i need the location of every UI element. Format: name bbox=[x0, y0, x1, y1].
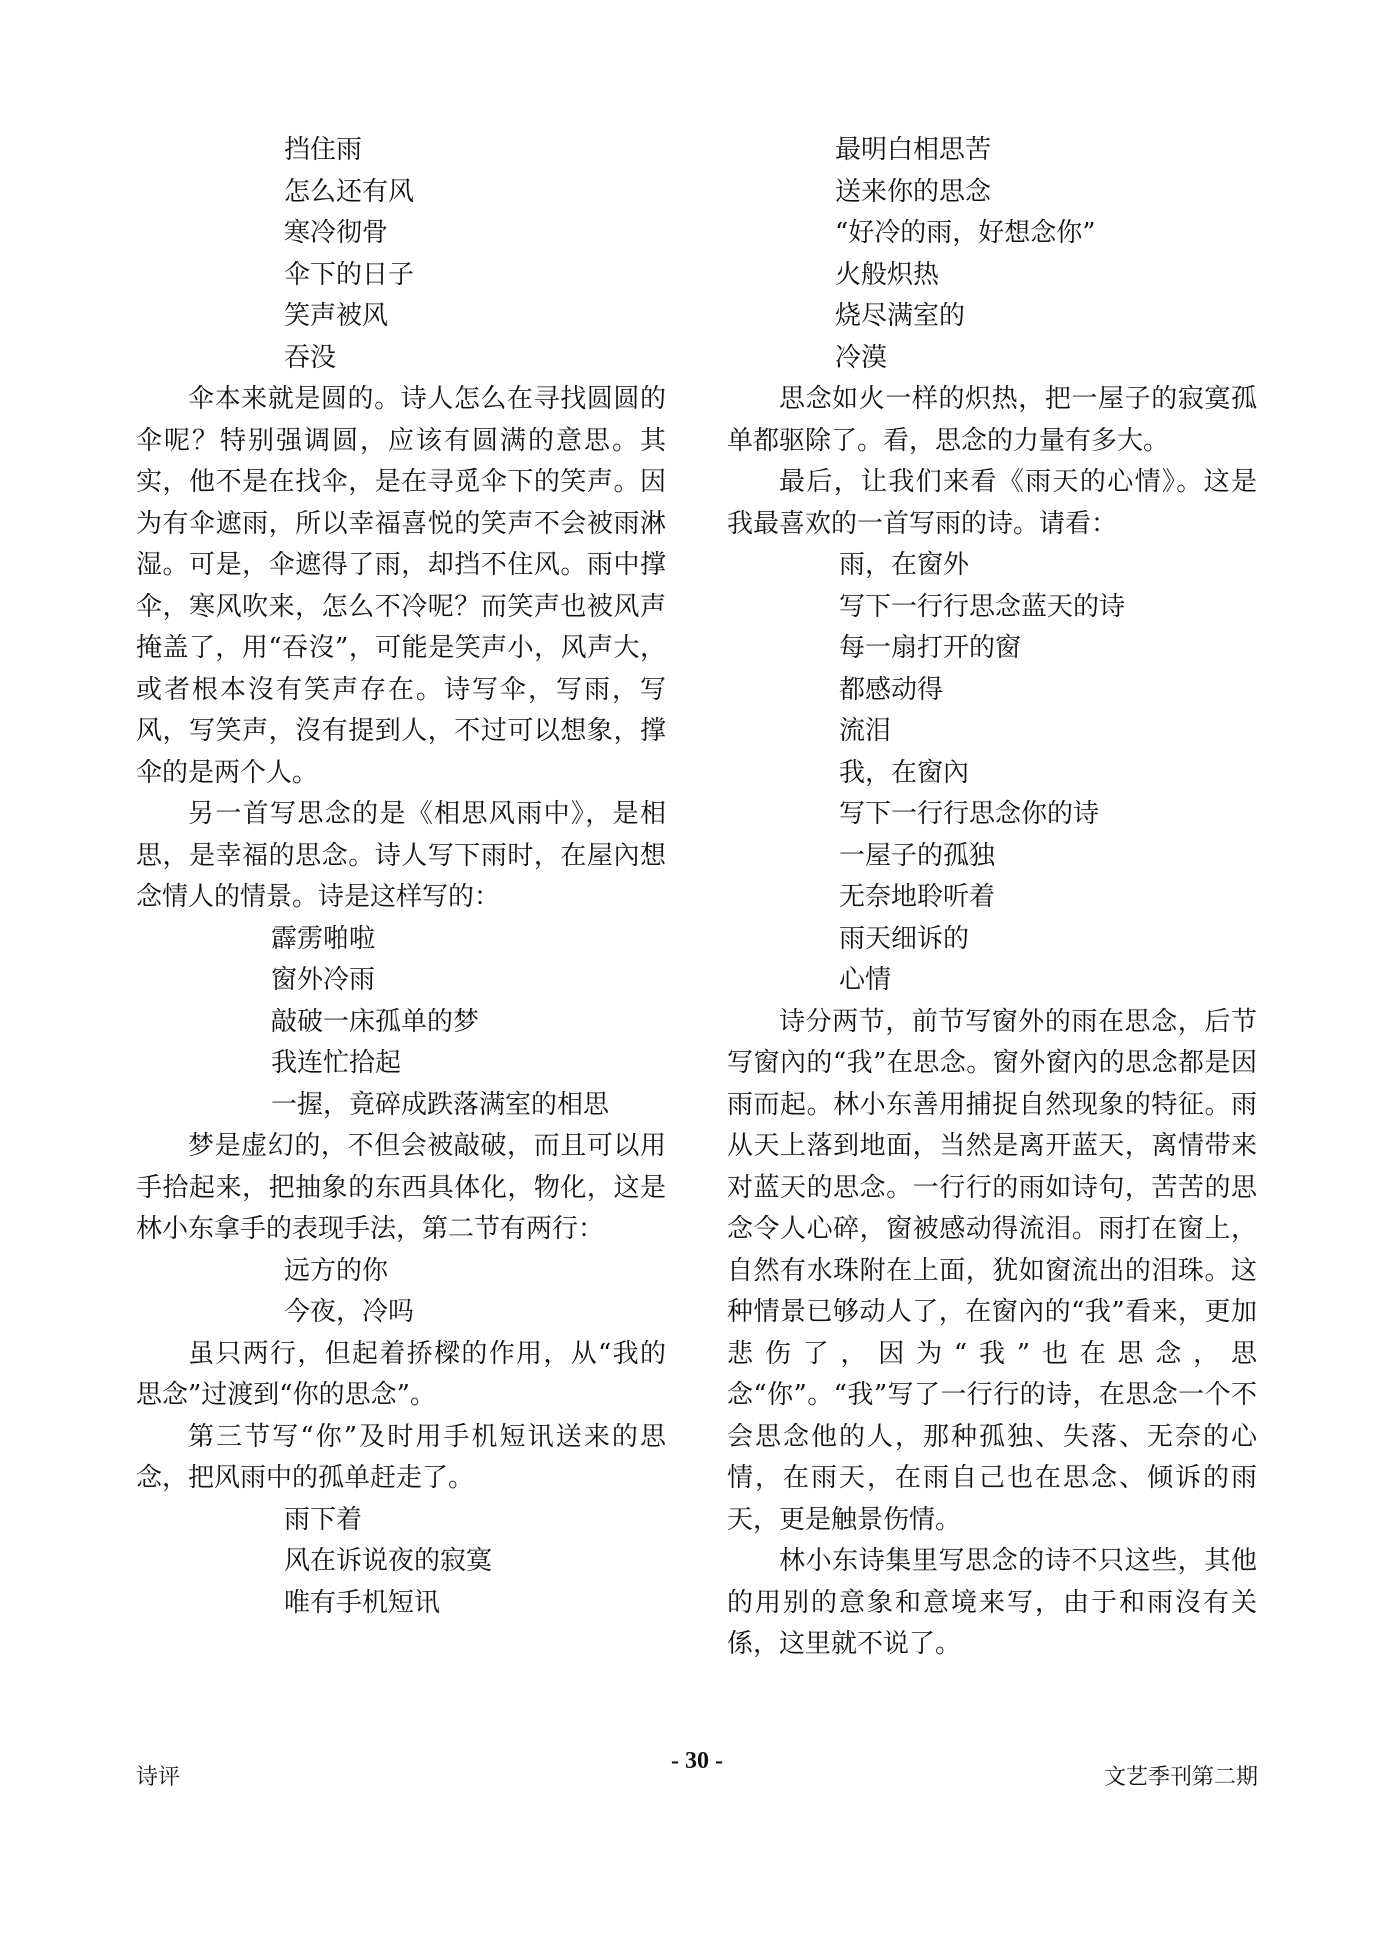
poem-line: 烧尽满室的 bbox=[835, 301, 966, 331]
poem-line: 敲破一床孤单的梦 bbox=[271, 1006, 480, 1037]
publication-name: 文艺季刊第二期 bbox=[1103, 1765, 1258, 1790]
paragraph: 最后，让我们来看《雨天的心情》。这是我最喜欢的一首写雨的诗。请看： bbox=[727, 467, 1257, 539]
paragraph: 诗分两节，前节写窗外的雨在思念，后节写窗內的“我”在思念。窗外窗內的思念都是因雨而起。林小东善用捕捉自然现象的特征。雨从天上落到地面，当然是离开蓝天，离情带来对蓝天的思念。一行行的雨如诗句，苦苦的思念令人心碎，窗被感动得流泪。雨打在窗上，自然有水珠附在上面，犹如窗流出的泪珠。这种情景已够动人了，在窗內的“我”看来，更加悲伤了，因为“我”也在思念，思念“你”。“我”写了一行行的诗，在思念一个不会思念他的人，那种孤独、失落、无奈的心情，在雨天，在雨自己也在思念、倾诉的雨天，更是触景伤情。 bbox=[727, 1006, 1257, 1535]
poem-line: 流泪 bbox=[839, 716, 892, 746]
poem-line: 最明白相思苦 bbox=[835, 135, 992, 165]
page-number: - 30 - bbox=[671, 1748, 723, 1774]
poem-line: 送来你的思念 bbox=[835, 176, 992, 207]
paragraph: 林小东诗集里写思念的诗不只这些，其他的用别的意象和意境来写，由于和雨沒有关係，这里就不说了。 bbox=[727, 1546, 1257, 1659]
poem-line: “好冷的雨，好想念你” bbox=[835, 218, 1096, 248]
poem-line: 窗外冷雨 bbox=[271, 965, 376, 995]
poem-line: 写下一行行思念你的诗 bbox=[839, 799, 1100, 829]
poem-line: 寒冷彻骨 bbox=[284, 218, 389, 248]
poem-line: 无奈地聆听着 bbox=[839, 882, 996, 912]
poem-line: 笑声被风 bbox=[284, 301, 389, 331]
left-column bbox=[136, 130, 666, 1624]
poem-line: 心情 bbox=[839, 965, 892, 995]
poem-line: 冷漠 bbox=[835, 342, 888, 373]
section-label: 诗评 bbox=[136, 1765, 181, 1790]
right-column bbox=[727, 130, 1257, 1666]
paragraph: 梦是虚幻的，不但会被敲破，而且可以用手拾起来，把抽象的东西具体化，物化，这是林小东拿手的表现手法，第二节有两行： bbox=[136, 1131, 666, 1244]
poem-line: 雨天细诉的 bbox=[839, 923, 970, 954]
poem-line: 伞下的日子 bbox=[284, 259, 415, 290]
page-footer bbox=[136, 1748, 1258, 1790]
paragraph: 思念如火一样的炽热，把一屋子的寂寞孤单都驱除了。看，思念的力量有多大。 bbox=[727, 384, 1257, 456]
poem-line: 挡住雨 bbox=[284, 135, 363, 165]
poem-line: 我，在窗內 bbox=[839, 757, 970, 788]
paragraph: 第三节写“你”及时用手机短讯送来的思念，把风雨中的孤单赶走了。 bbox=[136, 1421, 666, 1493]
paragraph: 虽只两行，但起着挢樑的作用，从“我的思念”过渡到“你的思念”。 bbox=[136, 1338, 666, 1410]
poem-line: 今夜，冷吗 bbox=[284, 1297, 415, 1327]
poem-line: 雨下着 bbox=[284, 1504, 363, 1535]
poem-line: 火般炽热 bbox=[835, 259, 940, 290]
poem-line: 吞没 bbox=[284, 342, 337, 373]
poem-line: 写下一行行思念蓝天的诗 bbox=[839, 591, 1126, 622]
poem-line: 每一扇打开的窗 bbox=[839, 633, 1022, 663]
poem-line: 霹雳啪啦 bbox=[271, 923, 376, 954]
poem-line: 一屋子的孤独 bbox=[839, 840, 996, 871]
poem-line: 一握，竟碎成跌落满室的相思 bbox=[271, 1089, 610, 1120]
poem-line: 唯有手机短讯 bbox=[284, 1587, 441, 1618]
poem-line: 怎么还有风 bbox=[284, 176, 415, 207]
poem-line: 远方的你 bbox=[284, 1255, 389, 1286]
poem-line: 风在诉说夜的寂寞 bbox=[284, 1546, 493, 1576]
poem-line: 都感动得 bbox=[839, 674, 944, 705]
paragraph: 另一首写思念的是《相思风雨中》，是相思，是幸福的思念。诗人写下雨时，在屋內想念情人的情景。诗是这样写的： bbox=[136, 799, 666, 912]
poem-line: 雨，在窗外 bbox=[839, 550, 970, 580]
paragraph: 伞本来就是圆的。诗人怎么在寻找圆圆的伞呢？特别强调圆，应该有圆满的意思。其实，他不是在找伞，是在寻觅伞下的笑声。因为有伞遮雨，所以幸福喜悦的笑声不会被雨淋湿。可是，伞遮得了雨，却挡不住风。雨中撑伞，寒风吹来，怎么不冷呢？而笑声也被风声掩盖了，用“吞沒”，可能是笑声小，风声大，或者根本沒有笑声存在。诗写伞，写雨，写风，写笑声，沒有提到人，不过可以想象，撑伞的是两个人。 bbox=[136, 384, 666, 788]
poem-line: 我连忙拾起 bbox=[271, 1048, 402, 1078]
